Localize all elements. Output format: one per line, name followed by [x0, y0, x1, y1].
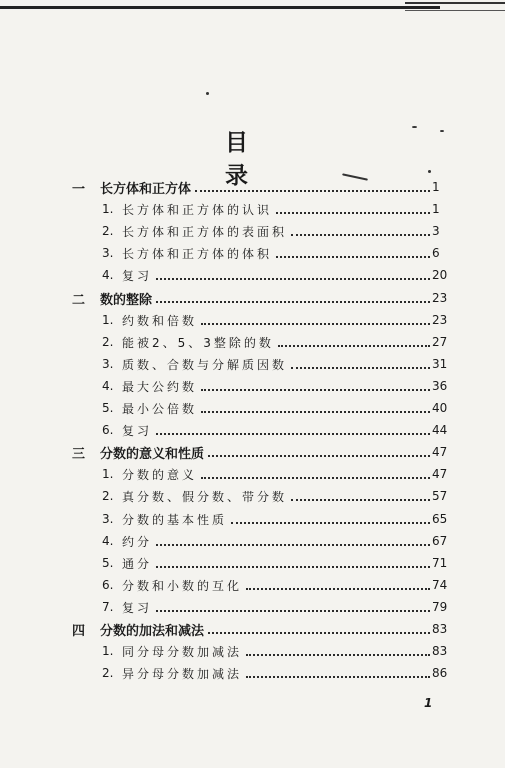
toc-section-row [0, 309, 505, 331]
chapter-title: 分数的意义和性质 [100, 446, 205, 462]
toc-section-row [0, 552, 505, 574]
dot-leader [195, 189, 430, 192]
chapter-page: 23 [432, 291, 448, 305]
section-page: 79 [432, 600, 448, 614]
page-number: 1 [424, 696, 433, 710]
section-title: 约分 [122, 534, 153, 549]
section-page: 40 [432, 401, 448, 415]
section-index: 5. [102, 401, 114, 415]
dot-leader [246, 587, 430, 590]
chapter-number: 一 [72, 181, 86, 197]
section-label [102, 643, 242, 660]
section-page: 3 [432, 224, 440, 238]
toc-section-row [0, 397, 505, 419]
section-page: 74 [432, 578, 448, 592]
section-label [102, 577, 242, 594]
section-title: 分数和小数的互化 [122, 578, 243, 593]
section-index: 2. [102, 666, 114, 680]
toc-section-row [0, 331, 505, 353]
dot-leader [276, 211, 430, 214]
dot-leader [201, 388, 430, 391]
section-title: 最小公倍数 [122, 401, 198, 416]
toc-section-row [0, 242, 505, 264]
section-index: 2. [102, 335, 114, 349]
page-title: 目 录 [225, 130, 280, 189]
section-page: 27 [432, 335, 448, 349]
section-index: 2. [102, 224, 114, 238]
section-index: 3. [102, 357, 114, 371]
section-label [102, 665, 242, 682]
section-page: 6 [432, 246, 440, 260]
dot-leader [291, 233, 430, 236]
section-label [102, 201, 272, 218]
section-title: 长方体和正方体的体积 [122, 246, 273, 261]
section-label [102, 555, 152, 572]
section-index: 4. [102, 268, 114, 282]
section-label [102, 378, 197, 395]
toc-chapter-row [0, 176, 505, 198]
toc-section-row [0, 640, 505, 662]
section-page: 57 [432, 489, 448, 503]
chapter-page: 83 [432, 622, 448, 636]
chapter-title: 分数的加法和减法 [100, 623, 205, 639]
section-title: 通分 [122, 556, 153, 571]
section-index: 4. [102, 379, 114, 393]
dot-leader [156, 609, 430, 612]
toc-section-row [0, 353, 505, 375]
dot-leader [156, 277, 430, 280]
toc-section-row [0, 463, 505, 485]
toc-section-row [0, 220, 505, 242]
toc-section-row [0, 596, 505, 618]
dot-leader [201, 322, 430, 325]
dot-leader [276, 255, 430, 258]
section-title: 异分母分数加减法 [122, 666, 243, 681]
chapter-page: 47 [432, 445, 448, 459]
section-label [102, 511, 227, 528]
section-page: 1 [432, 202, 440, 216]
section-page: 67 [432, 534, 448, 548]
section-title: 质数、合数与分解质因数 [122, 357, 288, 372]
dot-leader [231, 521, 430, 524]
section-label [102, 334, 274, 351]
section-page: 20 [432, 268, 448, 282]
section-title: 真分数、假分数、带分数 [122, 489, 288, 504]
section-index: 7. [102, 600, 114, 614]
section-label [102, 422, 152, 439]
section-label [102, 488, 287, 505]
section-title: 长方体和正方体的认识 [122, 202, 273, 217]
dot-leader [291, 366, 430, 369]
toc-section-row [0, 419, 505, 441]
section-page: 83 [432, 644, 448, 658]
section-index: 3. [102, 512, 114, 526]
section-title: 同分母分数加减法 [122, 644, 243, 659]
dot-leader [156, 543, 430, 546]
toc-section-row [0, 198, 505, 220]
section-label [102, 400, 197, 417]
section-label [102, 312, 197, 329]
dot-leader [246, 653, 430, 656]
dot-leader [156, 432, 430, 435]
section-page: 44 [432, 423, 448, 437]
dot-leader [278, 344, 430, 347]
section-page: 23 [432, 313, 448, 327]
section-title: 能被2、5、3整除的数 [122, 335, 274, 350]
dot-leader [156, 300, 430, 303]
section-page: 47 [432, 467, 448, 481]
chapter-page: 1 [432, 180, 440, 194]
section-index: 2. [102, 489, 114, 503]
section-title: 复习 [122, 268, 153, 283]
section-index: 1. [102, 644, 114, 658]
dot-leader [201, 476, 430, 479]
section-page: 71 [432, 556, 448, 570]
section-index: 3. [102, 246, 114, 260]
section-index: 5. [102, 556, 114, 570]
section-label [102, 267, 152, 284]
chapter-title: 数的整除 [100, 292, 153, 308]
section-title: 分数的基本性质 [122, 512, 228, 527]
toc-section-row [0, 485, 505, 507]
toc-section-row [0, 264, 505, 286]
section-title: 复习 [122, 600, 153, 615]
section-page: 36 [432, 379, 448, 393]
section-page: 86 [432, 666, 448, 680]
dot-leader [156, 565, 430, 568]
section-label [102, 533, 152, 550]
section-title: 最大公约数 [122, 379, 198, 394]
section-title: 约数和倍数 [122, 313, 198, 328]
toc-section-row [0, 530, 505, 552]
section-title: 长方体和正方体的表面积 [122, 224, 288, 239]
toc-section-row [0, 375, 505, 397]
section-index: 6. [102, 423, 114, 437]
section-label [102, 356, 287, 373]
toc-chapter-row [0, 441, 505, 463]
section-label [102, 599, 152, 616]
section-index: 1. [102, 313, 114, 327]
toc-section-row [0, 508, 505, 530]
dot-leader [201, 410, 430, 413]
dot-leader [208, 454, 430, 457]
section-index: 6. [102, 578, 114, 592]
chapter-number: 四 [72, 623, 86, 639]
section-title: 分数的意义 [122, 467, 198, 482]
chapter-title: 长方体和正方体 [100, 181, 192, 197]
toc-section-row [0, 574, 505, 596]
dot-leader [246, 675, 430, 678]
section-title: 复习 [122, 423, 153, 438]
section-label [102, 223, 287, 240]
toc-chapter-row [0, 287, 505, 309]
dot-leader [208, 631, 430, 634]
section-page: 31 [432, 357, 448, 371]
section-label [102, 466, 197, 483]
section-page: 65 [432, 512, 448, 526]
section-index: 4. [102, 534, 114, 548]
dot-leader [291, 498, 430, 501]
toc-section-row [0, 662, 505, 684]
chapter-number: 三 [72, 446, 86, 462]
section-index: 1. [102, 467, 114, 481]
toc-chapter-row [0, 618, 505, 640]
section-label [102, 245, 272, 262]
section-index: 1. [102, 202, 114, 216]
chapter-number: 二 [72, 292, 86, 308]
